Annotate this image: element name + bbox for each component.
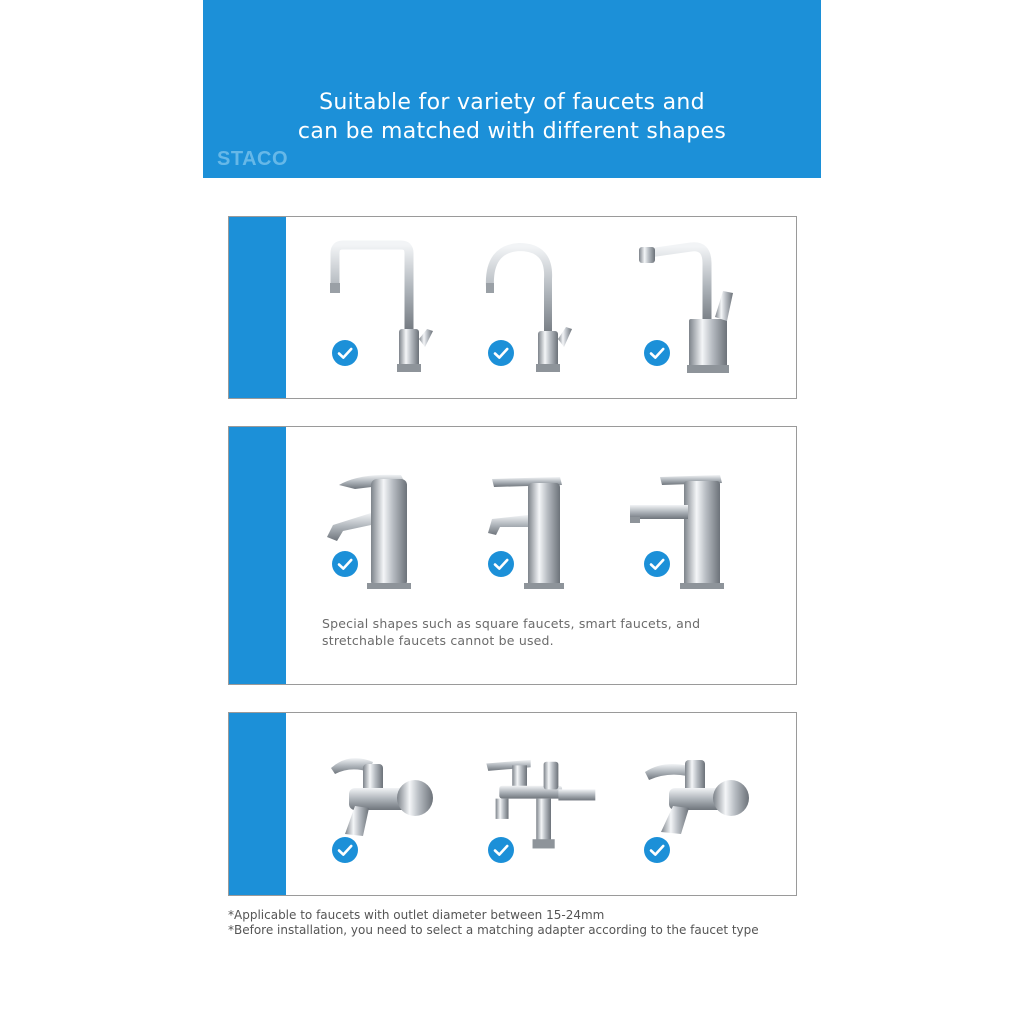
basin-faucet-short-icon [474,455,594,605]
compatibility-note [322,615,782,649]
check-icon [332,837,358,863]
check-icon [644,837,670,863]
basin-faucet-square-icon [624,455,744,605]
note-line-1: Special shapes such as square faucets, smart faucets, and [322,616,701,631]
footnote-diameter: *Applicable to faucets with outlet diameter between 15-24mm [228,908,605,922]
check-icon [332,551,358,577]
check-icon [332,340,358,366]
header-banner [203,0,821,178]
pull-out-faucet-icon [629,239,749,389]
check-icon [488,340,514,366]
footnote-adapter: *Before installation, you need to select a matching adapter according to the faucet type [228,923,759,937]
banner-title-line-2: can be matched with different shapes [297,119,727,144]
basin-faucet-round-icon [319,455,439,605]
gooseneck-faucet-icon [474,239,594,389]
brand-watermark: STACO [217,148,289,170]
panel-accent-strip [229,217,286,398]
panel-kitchen-faucets [228,216,797,399]
panel-wall-taps [228,712,797,896]
check-icon [644,551,670,577]
kitchen-faucet-icon [319,239,439,389]
panel-accent-strip [229,427,286,684]
note-line-2: stretchable faucets cannot be used. [322,633,554,648]
banner-title-line-1: Suitable for variety of faucets and [319,90,705,115]
check-icon [488,551,514,577]
check-icon [488,837,514,863]
check-icon [644,340,670,366]
panel-accent-strip [229,713,286,895]
footnotes [228,908,808,938]
banner-title [203,88,821,146]
panel-basin-faucets [228,426,797,685]
